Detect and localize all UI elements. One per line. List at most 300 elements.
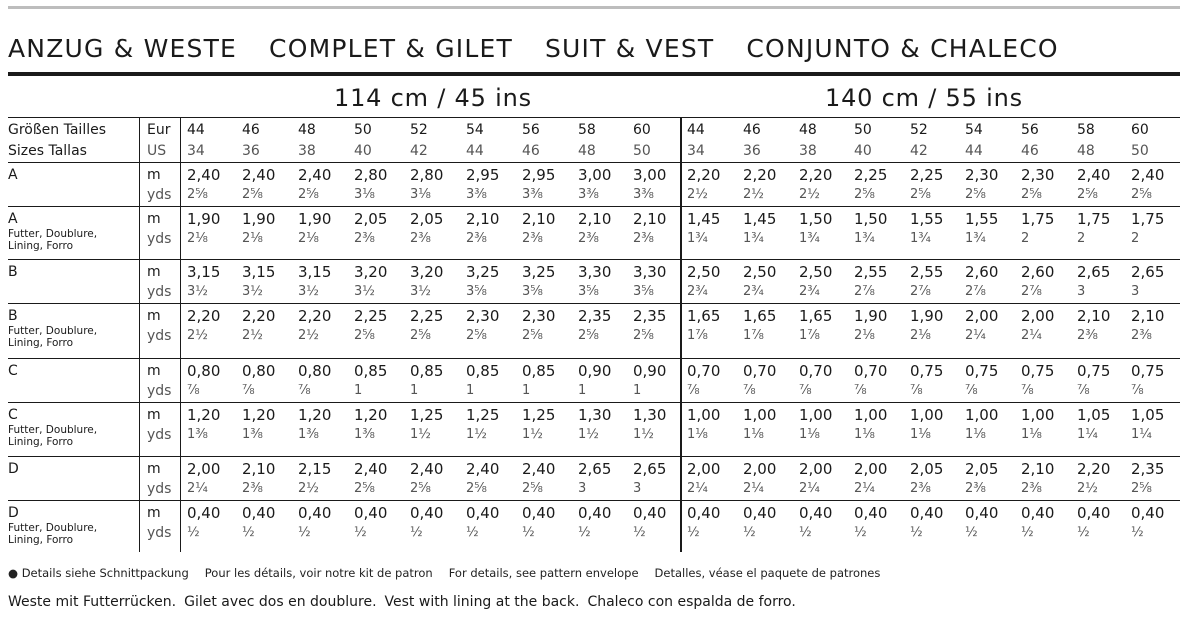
row-label: B xyxy=(8,308,18,324)
value-yds: 3⅝ xyxy=(633,284,654,299)
row-rule xyxy=(8,259,1180,260)
value-yds: 2 xyxy=(1077,231,1086,246)
footnote-fr: Pour les détails, voir notre kit de patron xyxy=(204,566,433,580)
value-yds: 1⅛ xyxy=(910,427,931,442)
value-yds: 1⅞ xyxy=(687,328,708,343)
value-yds: 2⅜ xyxy=(242,481,263,496)
size-us: 48 xyxy=(1077,143,1095,159)
unit-m: m xyxy=(147,308,161,324)
value-m: 0,85 xyxy=(466,362,500,380)
row-sublabel: Lining, Forro xyxy=(8,534,74,546)
value-m: 1,45 xyxy=(687,210,721,228)
value-m: 1,75 xyxy=(1131,210,1165,228)
title-de: ANZUG & WESTE xyxy=(8,34,238,63)
value-m: 1,20 xyxy=(298,406,332,424)
unit-yds: yds xyxy=(147,481,172,497)
value-yds: 2⅛ xyxy=(242,231,263,246)
value-m: 0,40 xyxy=(1131,504,1165,522)
note-es: Chaleco con espalda de forro. xyxy=(587,594,796,610)
value-m: 2,05 xyxy=(965,460,999,478)
size-eur: 44 xyxy=(687,122,705,138)
value-m: 1,75 xyxy=(1021,210,1055,228)
value-yds: 2⅛ xyxy=(298,231,319,246)
value-m: 2,40 xyxy=(298,166,332,184)
value-yds: ⅞ xyxy=(242,383,255,398)
row-label: A xyxy=(8,211,18,227)
value-yds: 2⅞ xyxy=(854,284,875,299)
row-rule xyxy=(8,500,1180,501)
value-yds: 2⅝ xyxy=(965,187,986,202)
value-m: 1,50 xyxy=(854,210,888,228)
value-m: 2,95 xyxy=(466,166,500,184)
title-en: SUIT & VEST xyxy=(544,34,715,63)
value-m: 0,40 xyxy=(743,504,777,522)
row-label: B xyxy=(8,264,18,280)
value-yds: 1¼ xyxy=(1131,427,1152,442)
value-yds: 1⅞ xyxy=(799,328,820,343)
value-m: 0,40 xyxy=(1021,504,1055,522)
row-sublabel: Lining, Forro xyxy=(8,240,74,252)
size-eur: 58 xyxy=(578,122,596,138)
value-yds: 2⅝ xyxy=(522,481,543,496)
value-yds: ⅞ xyxy=(854,383,867,398)
value-m: 0,90 xyxy=(578,362,612,380)
unit-m: m xyxy=(147,264,161,280)
value-m: 0,40 xyxy=(799,504,833,522)
size-us: 38 xyxy=(298,143,316,159)
value-yds: 1⅜ xyxy=(187,427,208,442)
value-m: 1,50 xyxy=(799,210,833,228)
value-m: 2,20 xyxy=(743,166,777,184)
value-yds: 2⅝ xyxy=(578,328,599,343)
value-yds: ⅞ xyxy=(965,383,978,398)
note-fr: Gilet avec dos en doublure. xyxy=(184,594,377,610)
value-m: 0,70 xyxy=(799,362,833,380)
value-m: 2,40 xyxy=(1077,166,1111,184)
value-m: 0,70 xyxy=(687,362,721,380)
value-yds: 2½ xyxy=(799,187,820,202)
value-m: 0,80 xyxy=(298,362,332,380)
value-m: 1,00 xyxy=(854,406,888,424)
value-yds: ½ xyxy=(854,525,867,540)
value-m: 1,20 xyxy=(242,406,276,424)
value-yds: ½ xyxy=(466,525,479,540)
value-m: 1,75 xyxy=(1077,210,1111,228)
value-yds: ⅞ xyxy=(1021,383,1034,398)
value-yds: ⅞ xyxy=(187,383,200,398)
value-yds: 1½ xyxy=(633,427,654,442)
value-yds: 2⅜ xyxy=(1077,328,1098,343)
value-m: 2,50 xyxy=(799,263,833,281)
title-rule xyxy=(8,72,1180,76)
value-m: 2,35 xyxy=(578,307,612,325)
value-m: 0,90 xyxy=(633,362,667,380)
footnote-en: For details, see pattern envelope xyxy=(448,566,639,580)
value-yds: ½ xyxy=(743,525,756,540)
value-yds: 2⅜ xyxy=(910,481,931,496)
size-eur: 46 xyxy=(743,122,761,138)
value-yds: 2¼ xyxy=(799,481,820,496)
value-m: 2,05 xyxy=(910,460,944,478)
value-yds: 1¾ xyxy=(799,231,820,246)
value-yds: 1⅞ xyxy=(743,328,764,343)
value-yds: 2⅜ xyxy=(466,231,487,246)
value-yds: ⅞ xyxy=(743,383,756,398)
value-yds: 2¼ xyxy=(965,328,986,343)
row-rule xyxy=(8,303,1180,304)
value-yds: 2⅝ xyxy=(522,328,543,343)
value-m: 1,20 xyxy=(354,406,388,424)
value-yds: 1½ xyxy=(466,427,487,442)
value-yds: 3⅛ xyxy=(354,187,375,202)
value-yds: 2½ xyxy=(687,187,708,202)
value-m: 2,10 xyxy=(1021,460,1055,478)
size-eur: 50 xyxy=(854,122,872,138)
row-sublabel: Futter, Doublure, xyxy=(8,228,98,240)
value-m: 2,25 xyxy=(410,307,444,325)
value-m: 1,20 xyxy=(187,406,221,424)
value-m: 2,50 xyxy=(687,263,721,281)
value-yds: 3⅛ xyxy=(410,187,431,202)
footnote xyxy=(8,566,896,580)
value-m: 1,25 xyxy=(410,406,444,424)
value-m: 0,75 xyxy=(910,362,944,380)
row-label: C xyxy=(8,407,18,423)
value-m: 1,90 xyxy=(298,210,332,228)
value-m: 2,00 xyxy=(687,460,721,478)
value-m: 2,65 xyxy=(1131,263,1165,281)
value-yds: 2¼ xyxy=(743,481,764,496)
value-m: 2,00 xyxy=(187,460,221,478)
value-m: 2,40 xyxy=(242,166,276,184)
value-yds: 3½ xyxy=(298,284,319,299)
us-label: US xyxy=(147,143,167,159)
size-eur: 44 xyxy=(187,122,205,138)
size-eur: 50 xyxy=(354,122,372,138)
col-rule-unit xyxy=(139,117,140,552)
value-m: 0,40 xyxy=(466,504,500,522)
value-m: 0,40 xyxy=(187,504,221,522)
unit-m: m xyxy=(147,505,161,521)
value-m: 2,00 xyxy=(799,460,833,478)
value-m: 2,40 xyxy=(522,460,556,478)
value-m: 2,80 xyxy=(354,166,388,184)
value-m: 3,30 xyxy=(578,263,612,281)
row-sublabel: Lining, Forro xyxy=(8,436,74,448)
value-yds: 2⅝ xyxy=(1021,187,1042,202)
size-us: 46 xyxy=(522,143,540,159)
row-label: C xyxy=(8,363,18,379)
value-m: 2,05 xyxy=(354,210,388,228)
value-m: 0,75 xyxy=(1131,362,1165,380)
value-m: 2,25 xyxy=(354,307,388,325)
value-yds: ½ xyxy=(799,525,812,540)
value-yds: 2⅜ xyxy=(410,231,431,246)
value-m: 2,50 xyxy=(743,263,777,281)
value-m: 0,85 xyxy=(522,362,556,380)
value-yds: 3½ xyxy=(354,284,375,299)
value-yds: 1 xyxy=(354,383,363,398)
value-m: 0,85 xyxy=(410,362,444,380)
value-yds: 1⅛ xyxy=(1021,427,1042,442)
value-m: 2,35 xyxy=(1131,460,1165,478)
value-yds: 3 xyxy=(1131,284,1140,299)
value-yds: ⅞ xyxy=(687,383,700,398)
size-us: 44 xyxy=(965,143,983,159)
value-m: 2,20 xyxy=(242,307,276,325)
value-m: 0,80 xyxy=(187,362,221,380)
value-yds: 2⅜ xyxy=(1021,481,1042,496)
value-m: 2,20 xyxy=(799,166,833,184)
value-m: 2,10 xyxy=(578,210,612,228)
value-m: 2,60 xyxy=(1021,263,1055,281)
fabric-width-114: 114 cm / 45 ins xyxy=(334,84,532,112)
row-rule xyxy=(8,358,1180,359)
size-eur: 52 xyxy=(410,122,428,138)
value-yds: 2⅝ xyxy=(187,187,208,202)
value-m: 1,65 xyxy=(743,307,777,325)
value-yds: 1½ xyxy=(522,427,543,442)
value-m: 2,10 xyxy=(466,210,500,228)
value-m: 1,30 xyxy=(633,406,667,424)
size-us: 48 xyxy=(578,143,596,159)
value-yds: 2⅞ xyxy=(910,284,931,299)
value-m: 2,05 xyxy=(410,210,444,228)
value-yds: 1¼ xyxy=(1077,427,1098,442)
unit-yds: yds xyxy=(147,231,172,247)
value-yds: 1¾ xyxy=(965,231,986,246)
value-yds: 1⅛ xyxy=(799,427,820,442)
value-m: 3,25 xyxy=(466,263,500,281)
note-de: Weste mit Futterrücken. xyxy=(8,594,177,610)
value-m: 2,20 xyxy=(298,307,332,325)
value-yds: 1⅜ xyxy=(242,427,263,442)
value-yds: 2 xyxy=(1021,231,1030,246)
value-m: 0,40 xyxy=(633,504,667,522)
value-m: 2,60 xyxy=(965,263,999,281)
value-m: 2,65 xyxy=(1077,263,1111,281)
row-rule xyxy=(8,456,1180,457)
unit-m: m xyxy=(147,211,161,227)
value-yds: 1 xyxy=(466,383,475,398)
value-m: 2,10 xyxy=(242,460,276,478)
row-sublabel: Futter, Doublure, xyxy=(8,424,98,436)
value-m: 2,20 xyxy=(687,166,721,184)
value-m: 0,40 xyxy=(522,504,556,522)
value-yds: 2⅝ xyxy=(298,187,319,202)
value-yds: 3⅜ xyxy=(578,187,599,202)
value-yds: 2⅝ xyxy=(410,481,431,496)
value-m: 1,30 xyxy=(578,406,612,424)
value-yds: 1½ xyxy=(578,427,599,442)
value-yds: 1⅜ xyxy=(298,427,319,442)
size-us: 50 xyxy=(1131,143,1149,159)
value-m: 3,30 xyxy=(633,263,667,281)
value-m: 2,55 xyxy=(854,263,888,281)
footnote-de: ● Details siehe Schnittpackung xyxy=(8,566,189,580)
value-yds: 2⅞ xyxy=(1021,284,1042,299)
value-m: 2,00 xyxy=(854,460,888,478)
value-yds: 2⅜ xyxy=(354,231,375,246)
value-yds: ½ xyxy=(578,525,591,540)
value-m: 0,70 xyxy=(743,362,777,380)
value-m: 2,55 xyxy=(910,263,944,281)
size-us: 42 xyxy=(410,143,428,159)
value-yds: 2⅝ xyxy=(354,328,375,343)
value-m: 2,00 xyxy=(1021,307,1055,325)
value-yds: 2⅛ xyxy=(910,328,931,343)
value-m: 2,10 xyxy=(1077,307,1111,325)
value-m: 2,40 xyxy=(466,460,500,478)
value-yds: ⅞ xyxy=(298,383,311,398)
value-yds: 3⅝ xyxy=(578,284,599,299)
value-yds: ½ xyxy=(1077,525,1090,540)
value-m: 3,15 xyxy=(187,263,221,281)
value-m: 2,65 xyxy=(578,460,612,478)
footnote-es: Detalles, véase el paquete de patrones xyxy=(654,566,881,580)
value-m: 2,35 xyxy=(633,307,667,325)
value-m: 1,00 xyxy=(1021,406,1055,424)
value-m: 1,90 xyxy=(187,210,221,228)
value-yds: 2⅜ xyxy=(522,231,543,246)
value-yds: 1⅛ xyxy=(743,427,764,442)
value-m: 2,95 xyxy=(522,166,556,184)
unit-m: m xyxy=(147,363,161,379)
value-m: 0,40 xyxy=(354,504,388,522)
value-yds: 2¾ xyxy=(743,284,764,299)
value-m: 2,30 xyxy=(965,166,999,184)
size-us: 38 xyxy=(799,143,817,159)
value-yds: 2⅝ xyxy=(242,187,263,202)
value-m: 1,05 xyxy=(1077,406,1111,424)
value-m: 1,25 xyxy=(466,406,500,424)
value-yds: 2¾ xyxy=(687,284,708,299)
size-us: 34 xyxy=(687,143,705,159)
value-yds: 2½ xyxy=(298,481,319,496)
value-m: 0,40 xyxy=(965,504,999,522)
value-yds: 1⅜ xyxy=(354,427,375,442)
value-yds: 3 xyxy=(578,481,587,496)
size-us: 40 xyxy=(354,143,372,159)
value-m: 0,40 xyxy=(1077,504,1111,522)
size-us: 40 xyxy=(854,143,872,159)
value-yds: 2½ xyxy=(743,187,764,202)
value-m: 3,15 xyxy=(298,263,332,281)
eur-label: Eur xyxy=(147,122,171,138)
value-yds: ½ xyxy=(910,525,923,540)
value-m: 3,15 xyxy=(242,263,276,281)
value-yds: 3½ xyxy=(242,284,263,299)
value-m: 0,75 xyxy=(1077,362,1111,380)
row-label: A xyxy=(8,167,18,183)
value-yds: 2½ xyxy=(298,328,319,343)
unit-yds: yds xyxy=(147,525,172,541)
value-yds: ½ xyxy=(298,525,311,540)
value-m: 0,40 xyxy=(910,504,944,522)
size-us: 42 xyxy=(910,143,928,159)
unit-yds: yds xyxy=(147,427,172,443)
size-eur: 54 xyxy=(965,122,983,138)
value-m: 1,00 xyxy=(965,406,999,424)
value-yds: 3⅝ xyxy=(522,284,543,299)
value-m: 0,40 xyxy=(410,504,444,522)
value-m: 1,55 xyxy=(910,210,944,228)
size-eur: 46 xyxy=(242,122,260,138)
value-m: 3,25 xyxy=(522,263,556,281)
lining-note xyxy=(8,594,804,610)
value-yds: ½ xyxy=(965,525,978,540)
value-yds: 1¾ xyxy=(687,231,708,246)
size-us: 44 xyxy=(466,143,484,159)
value-m: 3,20 xyxy=(410,263,444,281)
value-m: 2,40 xyxy=(410,460,444,478)
value-yds: 2¼ xyxy=(687,481,708,496)
value-m: 2,10 xyxy=(1131,307,1165,325)
size-us: 50 xyxy=(633,143,651,159)
size-label-1: Größen Tailles xyxy=(8,122,107,138)
size-eur: 60 xyxy=(633,122,651,138)
size-us: 34 xyxy=(187,143,205,159)
value-m: 2,80 xyxy=(410,166,444,184)
title-fr: COMPLET & GILET xyxy=(269,34,513,63)
value-yds: 1⅛ xyxy=(687,427,708,442)
size-us: 36 xyxy=(743,143,761,159)
value-m: 2,40 xyxy=(1131,166,1165,184)
value-m: 3,20 xyxy=(354,263,388,281)
value-m: 1,00 xyxy=(687,406,721,424)
value-yds: 2⅜ xyxy=(633,231,654,246)
value-m: 2,15 xyxy=(298,460,332,478)
value-yds: 2¼ xyxy=(187,481,208,496)
note-en: Vest with lining at the back. xyxy=(384,594,580,610)
row-sublabel: Lining, Forro xyxy=(8,337,74,349)
row-label: D xyxy=(8,505,19,521)
value-m: 0,40 xyxy=(298,504,332,522)
row-sublabel: Futter, Doublure, xyxy=(8,325,98,337)
value-yds: 2⅝ xyxy=(854,187,875,202)
value-yds: 2½ xyxy=(1077,481,1098,496)
value-yds: 2⅝ xyxy=(410,328,431,343)
value-m: 2,40 xyxy=(187,166,221,184)
title-es: CONJUNTO & CHALECO xyxy=(746,34,1059,63)
value-m: 1,90 xyxy=(910,307,944,325)
value-m: 0,40 xyxy=(242,504,276,522)
value-yds: 2½ xyxy=(187,328,208,343)
value-m: 2,65 xyxy=(633,460,667,478)
value-yds: ½ xyxy=(687,525,700,540)
value-yds: 3⅜ xyxy=(633,187,654,202)
value-yds: 2⅛ xyxy=(187,231,208,246)
value-yds: 1 xyxy=(578,383,587,398)
unit-m: m xyxy=(147,407,161,423)
value-yds: 1 xyxy=(522,383,531,398)
value-m: 0,75 xyxy=(1021,362,1055,380)
value-yds: 2⅝ xyxy=(1077,187,1098,202)
value-yds: 2⅜ xyxy=(965,481,986,496)
value-m: 2,10 xyxy=(522,210,556,228)
value-m: 2,30 xyxy=(466,307,500,325)
col-rule-fabric xyxy=(680,117,682,552)
value-m: 2,30 xyxy=(522,307,556,325)
col-rule-values xyxy=(180,117,181,552)
value-yds: 3⅜ xyxy=(466,187,487,202)
value-m: 1,00 xyxy=(743,406,777,424)
value-m: 0,85 xyxy=(354,362,388,380)
value-m: 2,20 xyxy=(1077,460,1111,478)
unit-yds: yds xyxy=(147,383,172,399)
value-m: 2,00 xyxy=(743,460,777,478)
value-yds: 2⅛ xyxy=(854,328,875,343)
